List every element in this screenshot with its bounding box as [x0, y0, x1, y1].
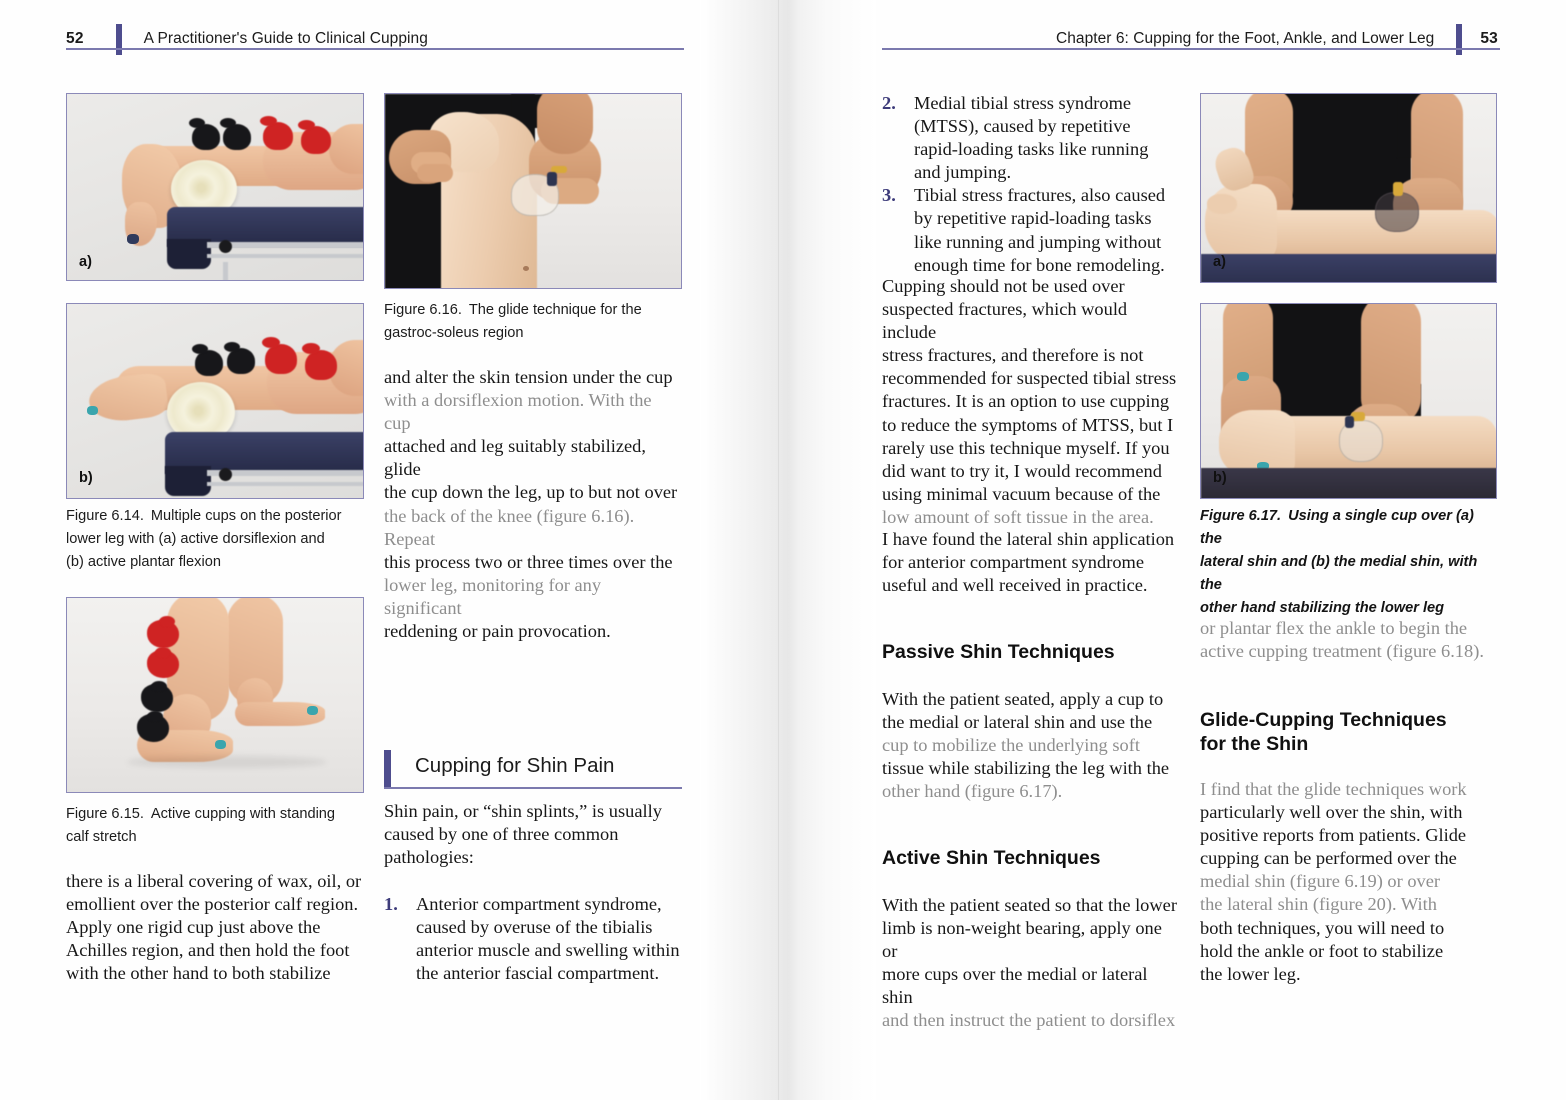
text-line: with a dorsiflexion motion. With the cup: [384, 390, 652, 434]
text-line: both techniques, you will need to: [1200, 917, 1445, 938]
text-line: cupping can be performed over the: [1200, 848, 1457, 869]
text-line: medial shin (figure 6.19) or over: [1200, 871, 1441, 892]
text-line: this process two or three times over the: [384, 551, 673, 572]
figure-6-17-panel-a-label: a): [1213, 254, 1226, 270]
text-line: low amount of soft tissue in the area.: [882, 506, 1154, 527]
subheading-glide-line1: Glide-Cupping Techniques: [1200, 709, 1447, 731]
list-item-text: Tibial stress fractures, also caused by repetitive rapid-loading tasks like running and jumping without enough time for bone remodeling.: [914, 185, 1166, 275]
header-accent-bar: [1456, 24, 1462, 55]
page-spine-line: [778, 0, 779, 1100]
left-running-head-title: A Practitioner's Guide to Clinical Cupping: [143, 30, 428, 47]
text-line: stress fractures, and therefore is not: [882, 345, 1144, 366]
left-running-head: [66, 22, 684, 56]
list-item: [882, 92, 1178, 184]
text-line: suspected fractures, which would include: [882, 299, 1128, 343]
right-col-c-para2: I have found the lateral shin application for anterior compartment syndrome useful and well received in practice.: [882, 529, 1175, 596]
list-item-text: Medial tibial stress syndrome (MTSS), caused by repetitive rapid-loading tasks like running and jumping.: [914, 93, 1149, 183]
figure-6-14-caption-line3: (b) active plantar flexion: [66, 554, 221, 570]
text-line: reddening or pain provocation.: [384, 621, 611, 642]
right-col-d-paragraph: [1200, 778, 1498, 986]
text-line: attached and leg suitably stabilized, glide: [384, 436, 646, 480]
right-col-c-para3: [882, 688, 1178, 803]
right-col-c-para2-block: [882, 528, 1178, 597]
text-line: particularly well over the shin, with: [1200, 802, 1463, 823]
section-heading-text: Cupping for Shin Pain: [415, 754, 615, 777]
text-line: more cups over the medial or lateral shin: [882, 964, 1148, 1008]
figure-6-17-photo-a: [1200, 93, 1497, 283]
figure-6-17-caption-line1: Using a single cup over (a) the: [1200, 508, 1474, 547]
figure-6-14-photo-a: [66, 93, 364, 281]
subheading-glide-cupping-techniques: [1200, 708, 1498, 756]
left-page: [0, 0, 740, 1100]
shin-pain-intro: Shin pain, or “shin splints,” is usually caused by one of three common pathologies:: [384, 801, 662, 868]
figure-6-14-caption-number: Figure 6.14.: [66, 508, 144, 524]
text-line: other hand (figure 6.17).: [882, 781, 1063, 802]
right-col-d-carryover: [1200, 617, 1498, 663]
figure-6-14-caption-line1: Multiple cups on the posterior: [150, 508, 342, 524]
figure-6-16-caption: [384, 299, 682, 345]
text-line: the medial or lateral shin and use the: [882, 712, 1153, 733]
shin-pain-list-continued: [882, 92, 1178, 277]
figure-6-17-caption-line3: other hand stabilizing the lower leg: [1200, 600, 1445, 616]
figure-6-15-caption: [66, 803, 364, 849]
figure-6-17-caption: [1200, 505, 1498, 620]
text-line: Cupping should not be used over: [882, 276, 1125, 296]
right-col-c-para4: [882, 894, 1178, 1033]
left-col-a-paragraph: there is a liberal covering of wax, oil, or emollient over the posterior calf region. Apply one rigid cup just above the Achilles region, and then hold the foot with the other hand to both stabilize: [66, 871, 362, 984]
figure-6-16-photo: [384, 93, 682, 289]
right-running-head-title: Chapter 6: Cupping for the Foot, Ankle, and Lower Leg: [1056, 30, 1435, 47]
text-line: and then instruct the patient to dorsiflex: [882, 1010, 1176, 1031]
figure-6-16-caption-line1: The glide technique for the: [468, 302, 642, 318]
section-accent-bar: [384, 750, 391, 787]
list-item: [882, 184, 1178, 276]
text-line: using minimal vacuum because of the: [882, 483, 1161, 504]
text-line: to reduce the symptoms of MTSS, but I: [882, 414, 1174, 435]
shin-pain-intro-block: [384, 800, 682, 869]
figure-6-14-panel-a-label: a): [79, 254, 92, 270]
text-line: recommended for suspected tibial stress: [882, 368, 1177, 389]
list-item-number: 3.: [882, 185, 896, 206]
text-line: hold the ankle or foot to stabilize: [1200, 940, 1444, 961]
figure-6-16-caption-number: Figure 6.16.: [384, 302, 462, 318]
subheading-glide-line2: for the Shin: [1200, 733, 1309, 755]
figure-6-15-caption-line1: Active cupping with standing: [150, 806, 336, 822]
list-item-text: Anterior compartment syndrome, caused by overuse of the tibialis anterior muscle and swelling within the anterior fascial compartment.: [416, 894, 680, 984]
left-header-rule: [66, 48, 684, 50]
list-item-number: 2.: [882, 93, 896, 113]
text-line: and alter the skin tension under the cup: [384, 367, 673, 387]
text-line: the cup down the leg, up to but not over: [384, 482, 678, 503]
text-line: lower leg, monitoring for any significant: [384, 574, 602, 618]
right-folio: 53: [1480, 30, 1498, 47]
text-line: the back of the knee (figure 6.16). Repeat: [384, 505, 635, 549]
text-line: limb is non-weight bearing, apply one or: [882, 918, 1162, 962]
figure-6-15-photo: [66, 597, 364, 793]
list-item: [384, 893, 682, 985]
section-rule: [384, 787, 682, 789]
text-line: the lateral shin (figure 20). With: [1200, 894, 1437, 915]
right-col-c-para1: [882, 275, 1178, 529]
list-item-number: 1.: [384, 894, 398, 914]
figure-6-14-caption: [66, 505, 364, 574]
figure-6-14-caption-line2: lower leg with (a) active dorsiflexion and: [66, 531, 325, 547]
left-col-b-text: [384, 366, 682, 643]
left-col-a-paragraph-block: [66, 870, 364, 985]
figure-6-17-panel-b-label: b): [1213, 470, 1227, 486]
text-line: tissue while stabilizing the leg with the: [882, 758, 1170, 779]
subheading-active-shin-techniques: Active Shin Techniques: [882, 847, 1101, 869]
text-line: positive reports from patients. Glide: [1200, 825, 1467, 846]
figure-6-17-caption-line2: lateral shin and (b) the medial shin, with the: [1200, 554, 1478, 593]
figure-6-14-panel-b-label: b): [79, 470, 93, 486]
figure-6-17-caption-number: Figure 6.17.: [1200, 508, 1282, 524]
right-running-head: [876, 22, 1498, 56]
left-folio: 52: [66, 30, 84, 47]
text-line: With the patient seated, apply a cup to: [882, 689, 1164, 709]
figure-6-15-caption-number: Figure 6.15.: [66, 806, 144, 822]
text-line: I find that the glide techniques work: [1200, 779, 1467, 799]
text-line: the lower leg.: [1200, 963, 1301, 984]
text-line: did want to try it, I would recommend: [882, 460, 1162, 481]
figure-6-17-photo-b: [1200, 303, 1497, 499]
text-line: fractures. It is an option to use cupping: [882, 391, 1170, 412]
text-line: active cupping treatment (figure 6.18).: [1200, 641, 1484, 662]
text-line: cup to mobilize the underlying soft: [882, 735, 1140, 756]
text-line: or plantar flex the ankle to begin the: [1200, 618, 1468, 638]
text-line: With the patient seated so that the lower: [882, 895, 1177, 915]
text-line: rarely use this technique myself. If you: [882, 437, 1170, 458]
subheading-passive-shin-techniques: Passive Shin Techniques: [882, 641, 1115, 663]
right-header-rule: [882, 48, 1500, 50]
figure-6-16-caption-line2: gastroc-soleus region: [384, 325, 524, 341]
section-heading-cupping-for-shin-pain: [384, 748, 682, 784]
figure-6-15-caption-line2: calf stretch: [66, 829, 137, 845]
figure-6-14-photo-b: [66, 303, 364, 499]
shin-pain-list: [384, 893, 682, 985]
header-accent-bar: [116, 24, 122, 55]
